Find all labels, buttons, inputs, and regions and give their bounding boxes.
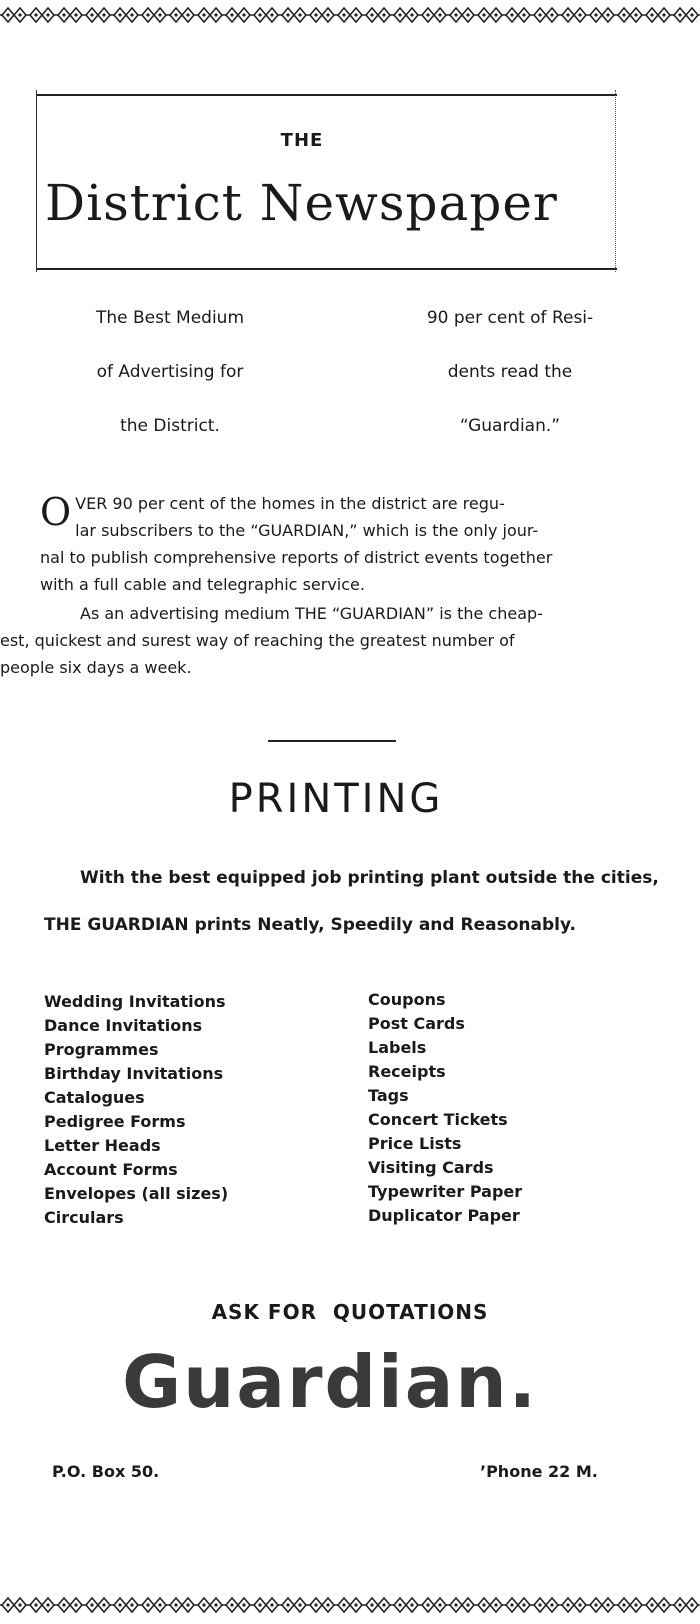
claim-right-line: “Guardian.” — [459, 416, 561, 436]
masthead-side-rule — [615, 90, 616, 272]
paragraph-line: est, quickest and surest way of reaching the greatest number of — [0, 631, 515, 650]
claims-section — [0, 300, 700, 470]
ornamental-border-top — [0, 0, 700, 30]
list-item: Pedigree Forms — [44, 1112, 186, 1131]
list-item: Birthday Invitations — [44, 1064, 224, 1083]
paragraph-line: with a full cable and telegraphic service. — [40, 575, 365, 594]
ornament-pattern-icon — [0, 0, 700, 30]
list-item: Account Forms — [44, 1160, 178, 1179]
list-item: Price Lists — [368, 1134, 462, 1153]
phone-number: ’Phone 22 M. — [480, 1462, 598, 1481]
list-item: Receipts — [368, 1062, 446, 1081]
list-item: Concert Tickets — [368, 1110, 508, 1129]
masthead-top-rule — [37, 94, 617, 96]
claim-right-line: 90 per cent of Resi- — [426, 308, 594, 328]
guardian-logo-text: Guardian. — [122, 1340, 538, 1424]
ornamental-border-bottom — [0, 1590, 700, 1620]
ornament-pattern-icon — [0, 1590, 700, 1620]
list-item: Visiting Cards — [368, 1158, 494, 1177]
masthead-pre-title: THE — [280, 130, 324, 151]
paragraph-line: people six days a week. — [0, 658, 192, 677]
paragraph-line: lar subscribers to the “GUARDIAN,” which is the only jour- — [75, 521, 539, 540]
newspaper-title: District Newspaper — [45, 174, 558, 232]
printing-intro-line: THE GUARDIAN prints Neatly, Speedily and Reasonably. — [44, 915, 576, 935]
list-item: Coupons — [368, 990, 446, 1009]
claim-left-line: of Advertising for — [96, 362, 244, 382]
paragraph-line: nal to publish comprehensive reports of district events together — [40, 548, 553, 567]
printing-heading: PRINTING — [228, 776, 444, 822]
list-item: Wedding Invitations — [44, 992, 226, 1011]
claim-left-line: The Best Medium — [95, 308, 245, 328]
list-item: Typewriter Paper — [368, 1182, 523, 1201]
masthead-box — [36, 90, 616, 272]
printing-intro-line: With the best equipped job printing plant outside the cities, — [80, 868, 659, 888]
list-item: Labels — [368, 1038, 427, 1057]
list-item: Post Cards — [368, 1014, 465, 1033]
paragraph-line: VER 90 per cent of the homes in the district are regu- — [75, 494, 505, 513]
claim-left-line: the District. — [120, 416, 220, 436]
list-item: Circulars — [44, 1208, 124, 1227]
paragraph-line: As an advertising medium THE “GUARDIAN” is the cheap- — [80, 604, 543, 623]
services-list-right — [368, 988, 522, 1228]
list-item: Catalogues — [44, 1088, 145, 1107]
po-box: P.O. Box 50. — [52, 1462, 160, 1481]
section-divider — [268, 740, 396, 742]
advertising-paragraph — [0, 600, 652, 681]
list-item: Dance Invitations — [44, 1016, 203, 1035]
drop-cap: O — [40, 490, 72, 534]
ask-for-quotations: ASK FOR QUOTATIONS — [211, 1300, 489, 1324]
list-item: Duplicator Paper — [368, 1206, 520, 1225]
list-item: Tags — [368, 1086, 409, 1105]
subscribers-paragraph — [40, 490, 652, 598]
list-item: Envelopes (all sizes) — [44, 1184, 229, 1203]
masthead-bottom-rule — [37, 268, 617, 270]
list-item: Letter Heads — [44, 1136, 161, 1155]
list-item: Programmes — [44, 1040, 159, 1059]
claim-right-line: dents read the — [447, 362, 573, 382]
services-list-left — [44, 990, 228, 1230]
